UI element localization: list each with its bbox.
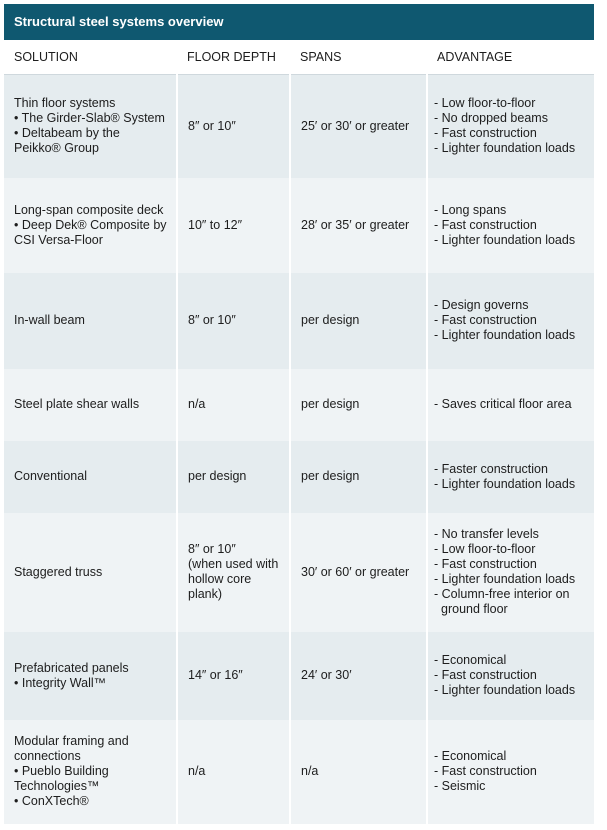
advantage-line: - No dropped beams (434, 111, 548, 126)
advantage-line: - Lighter foundation loads (434, 141, 576, 156)
solution-line: Conventional (14, 469, 87, 483)
header-solution: SOLUTION (4, 40, 177, 75)
cell-advantage (427, 441, 594, 513)
cell-floor-depth: 8″ or 10″ (177, 273, 290, 369)
cell-solution (4, 369, 177, 441)
cell-advantage (427, 178, 594, 273)
cell-floor-depth: n/a (177, 369, 290, 441)
advantage-line: - Economical (434, 653, 507, 667)
advantage-line: - Fast construction (434, 668, 537, 682)
advantage-line: - Lighter foundation loads (434, 328, 576, 342)
cell-spans: per design (290, 273, 427, 369)
table-row (4, 75, 594, 178)
header-spans: SPANS (290, 40, 427, 75)
solution-line: connections (14, 749, 81, 763)
advantage-line: - Lighter foundation loads (434, 683, 576, 697)
header-floor-depth: FLOOR DEPTH (177, 40, 290, 75)
advantage-line: - Lighter foundation loads (434, 232, 576, 247)
table-row (4, 513, 594, 632)
advantage-line: - Saves critical floor area (434, 397, 572, 411)
table-row (4, 273, 594, 369)
table-row (4, 441, 594, 513)
cell-spans: per design (290, 441, 427, 513)
advantage-line: - Fast construction (434, 313, 537, 327)
solution-line: Modular framing and (14, 734, 129, 748)
advantage-line: - Lighter foundation loads (434, 572, 576, 586)
cell-solution (4, 178, 177, 273)
advantage-line: - Faster construction (434, 461, 548, 476)
cell-spans: per design (290, 369, 427, 441)
cell-solution (4, 75, 177, 178)
cell-floor-depth: 8″ or 10″ (when used with hollow core plank) (177, 513, 290, 632)
table-row (4, 720, 594, 824)
advantage-line: - Economical (434, 749, 507, 763)
solution-line: • Pueblo Building (14, 764, 109, 778)
advantage-line: - Design governs (434, 298, 529, 312)
advantage-line: - Low floor-to-floor (434, 542, 536, 556)
solution-line: Thin floor systems (14, 96, 116, 111)
cell-spans: 28′ or 35′ or greater (290, 178, 427, 273)
cell-floor-depth: n/a (177, 720, 290, 824)
advantage-line: - Low floor-to-floor (434, 96, 536, 111)
cell-advantage (427, 369, 594, 441)
advantage-line: - Lighter foundation loads (434, 476, 576, 491)
cell-floor-depth: per design (177, 441, 290, 513)
cell-spans: n/a (290, 720, 427, 824)
cell-floor-depth: 8″ or 10″ (177, 75, 290, 178)
cell-advantage (427, 75, 594, 178)
solution-line: Technologies™ (14, 779, 100, 793)
header-advantage: ADVANTAGE (427, 40, 594, 75)
cell-solution (4, 273, 177, 369)
header-row (4, 40, 594, 75)
cell-solution (4, 513, 177, 632)
cell-floor-depth: 14″ or 16″ (177, 632, 290, 720)
solution-line: • The Girder-Slab® System (14, 111, 165, 126)
solution-line: CSI Versa-Floor (14, 232, 103, 247)
table-title: Structural steel systems overview (4, 4, 594, 40)
solution-line: Steel plate shear walls (14, 397, 140, 411)
steel-systems-table (4, 40, 594, 824)
cell-spans: 24′ or 30′ (290, 632, 427, 720)
solution-line: Prefabricated panels (14, 660, 129, 675)
table-row (4, 632, 594, 720)
solution-line: Peikko® Group (14, 141, 99, 156)
cell-advantage (427, 513, 594, 632)
cell-advantage (427, 273, 594, 369)
solution-line: Long-span composite deck (14, 202, 164, 217)
advantage-line: - Seismic (434, 779, 486, 793)
solution-line: • Deltabeam by the (14, 126, 120, 141)
table-row (4, 369, 594, 441)
cell-advantage (427, 632, 594, 720)
solution-line: Staggered truss (14, 564, 103, 579)
solution-line: In-wall beam (14, 313, 85, 327)
table-row (4, 178, 594, 273)
solution-line: • ConXTech® (14, 794, 89, 808)
advantage-line: - Long spans (434, 202, 507, 217)
solution-line: • Integrity Wall™ (14, 675, 107, 690)
cell-solution (4, 441, 177, 513)
cell-solution (4, 720, 177, 824)
advantage-line: - Fast construction (434, 217, 537, 232)
advantage-line: - Fast construction (434, 126, 537, 141)
table-body (4, 75, 594, 824)
cell-advantage (427, 720, 594, 824)
advantage-line: - Fast construction (434, 557, 537, 571)
solution-line: • Deep Dek® Composite by (14, 217, 167, 232)
cell-floor-depth: 10″ to 12″ (177, 178, 290, 273)
advantage-line: - Fast construction (434, 764, 537, 778)
cell-spans: 30′ or 60′ or greater (290, 513, 427, 632)
cell-solution (4, 632, 177, 720)
cell-spans: 25′ or 30′ or greater (290, 75, 427, 178)
advantage-line: - No transfer levels (434, 527, 539, 541)
advantage-line: - Column-free interior on ground floor (434, 587, 570, 616)
